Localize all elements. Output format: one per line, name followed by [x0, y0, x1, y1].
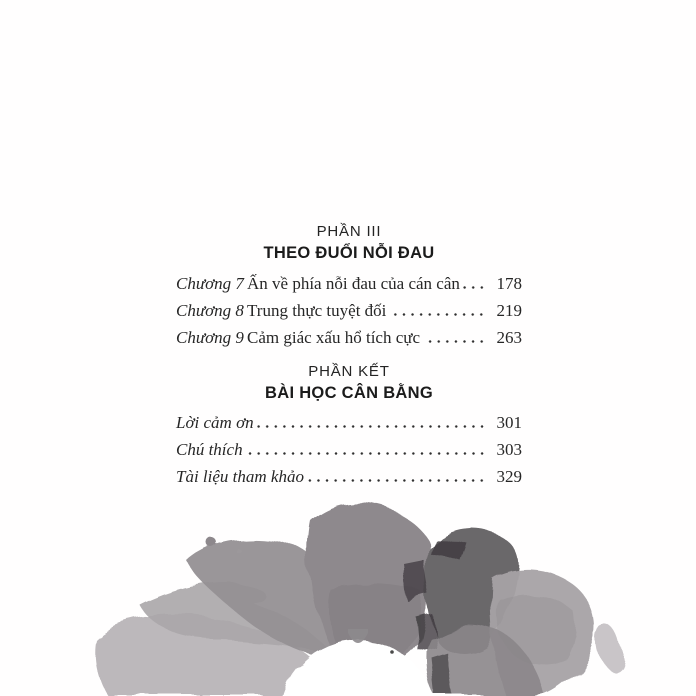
dot-leader: [257, 425, 486, 428]
toc-entry-chapter-7: [176, 270, 522, 297]
chapter-label: Chương 8: [176, 301, 244, 320]
chapter-label: Chương 9: [176, 328, 244, 347]
part-label-phan-3: PHẦN III: [316, 223, 382, 240]
entry-page-number: 301: [496, 413, 522, 432]
back-matter-list: [176, 409, 522, 490]
entry-title: Cảm giác xấu hổ tích cực: [247, 328, 421, 347]
toc-entry-chapter-9: [176, 324, 522, 351]
entry-title: Ấn về phía nỗi đau của cán cân: [247, 274, 460, 293]
dot-leader: [463, 286, 486, 289]
ink-flower-artwork: [0, 490, 696, 696]
entry-title: Lời cảm ơn: [176, 413, 254, 432]
entry-page-number: 303: [496, 440, 522, 459]
entry-title: Chú thích: [176, 440, 243, 459]
entry-page-number: 219: [496, 301, 522, 320]
part-title-phan-ket: BÀI HỌC CÂN BẰNG: [265, 384, 433, 402]
entry-title: Tài liệu tham khảo: [176, 467, 304, 486]
chapter-label: Chương 7: [176, 274, 244, 293]
dot-leader: [307, 479, 486, 482]
ink-speck: [390, 650, 394, 654]
entry-page-number: 178: [496, 274, 522, 293]
chapter-list-part-3: [176, 270, 522, 351]
toc-entry-acknowledgements: [176, 409, 522, 436]
dot-leader: [423, 340, 486, 343]
toc-entry-notes: [176, 436, 522, 463]
table-of-contents: [176, 0, 522, 490]
part-label-phan-ket: PHẦN KẾT: [308, 363, 390, 380]
entry-page-number: 329: [496, 467, 522, 486]
entry-page-number: 263: [496, 328, 522, 347]
part-title-phan-3: THEO ĐUỔI NỖI ĐAU: [263, 244, 435, 262]
dot-leader: [246, 452, 486, 455]
toc-entry-references: [176, 463, 522, 490]
entry-title: Trung thực tuyệt đối: [247, 301, 387, 320]
toc-entry-chapter-8: [176, 297, 522, 324]
dot-leader: [389, 313, 486, 316]
